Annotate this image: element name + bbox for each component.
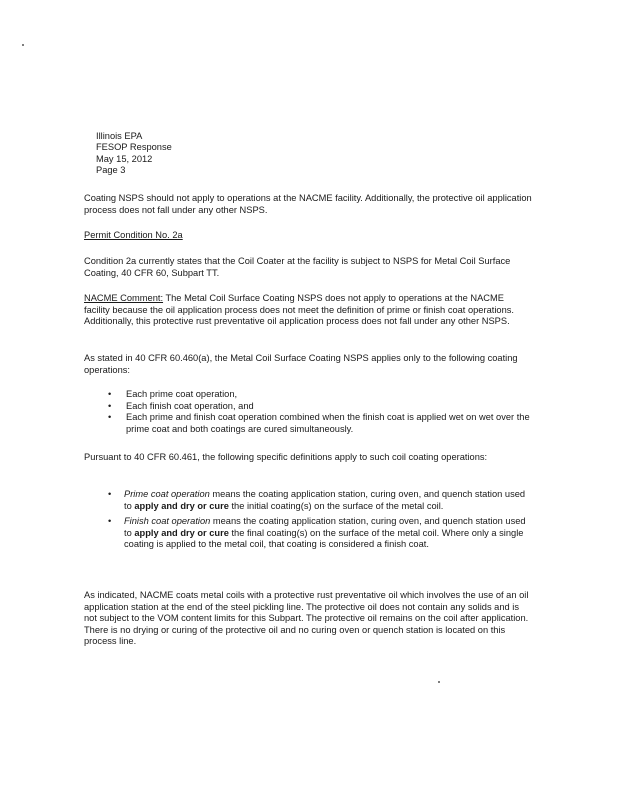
nacme-comment-paragraph <box>84 293 532 328</box>
list-item: • Each prime and finish coat operation combined when the finish coat is applied wet on wet over the prime coat and both coatings are cured simultaneously. <box>108 412 530 434</box>
list-item: • Each finish coat operation, and <box>108 400 254 411</box>
bullet-icon: • <box>108 489 112 499</box>
closing-paragraph: As indicated, NACME coats metal coils with a protective rust preventative oil which involves the use of an oil application station at the end of the steel pickling line. The protective oil does not contain any solids and is not subject to the VOM content limits for this Subpart. The protective oil remains on the coil after application. There is no drying or curing of the protective oil and no curing oven or quench station is located on this process line. <box>84 590 529 647</box>
bullet-icon: • <box>108 412 112 423</box>
list-item: • Finish coat operation means the coating application station, curing oven, and quench station used to apply and dry or cure the final coating(s) on the surface of the metal coil. Where only a single coating is applied to the metal coil, that coating is considered a finish coat. <box>108 516 526 550</box>
header-agency: Illinois EPA <box>96 131 143 141</box>
definition-term: Finish coat operation <box>124 516 211 527</box>
comment-label: NACME Comment: <box>84 293 164 303</box>
permit-condition-heading: Permit Condition No. 2a <box>84 230 183 240</box>
comment-text: The Metal Coil Surface Coating NSPS does not apply to operations at the NACME facility because the oil application process does not meet the definition of prime or finish coat operations. Additionally, this protective rust preventative oil application process does not fall under any other NSPS. <box>84 293 514 327</box>
list-item: • Each prime coat operation, <box>108 389 238 399</box>
list-item: • Prime coat operation means the coating application station, curing oven, and quench station used to apply and dry or cure the initial coating(s) on the surface of the metal coil. <box>108 489 526 511</box>
operations-list <box>108 389 532 435</box>
scan-speck <box>22 44 24 46</box>
header-date: May 15, 2012 <box>96 153 153 164</box>
bullet-icon: • <box>108 389 112 399</box>
definitions-intro-paragraph: Pursuant to 40 CFR 60.461, the following specific definitions apply to such coil coating operations: <box>84 452 488 462</box>
condition-paragraph: Condition 2a currently states that the Coil Coater at the facility is subject to NSPS for Metal Coil Surface Coating, 40 CFR 60, Subpart TT. <box>84 256 511 278</box>
letter-header <box>96 131 296 177</box>
bullet-icon: • <box>108 516 112 527</box>
definition-term: Prime coat operation <box>124 489 210 499</box>
header-subject: FESOP Response <box>96 142 172 153</box>
header-page: Page 3 <box>96 165 126 176</box>
bullet-icon: • <box>108 400 112 411</box>
scan-speck <box>438 681 440 683</box>
applicability-paragraph: As stated in 40 CFR 60.460(a), the Metal Coil Surface Coating NSPS applies only to the following coating operations: <box>84 353 518 375</box>
definition-emphasis: apply and dry or cure <box>134 527 229 538</box>
intro-paragraph: Coating NSPS should not apply to operations at the NACME facility. Additionally, the protective oil application process does not fall under any other NSPS. <box>84 193 532 215</box>
definition-emphasis: apply and dry or cure <box>134 500 229 511</box>
definitions-list <box>108 489 532 555</box>
